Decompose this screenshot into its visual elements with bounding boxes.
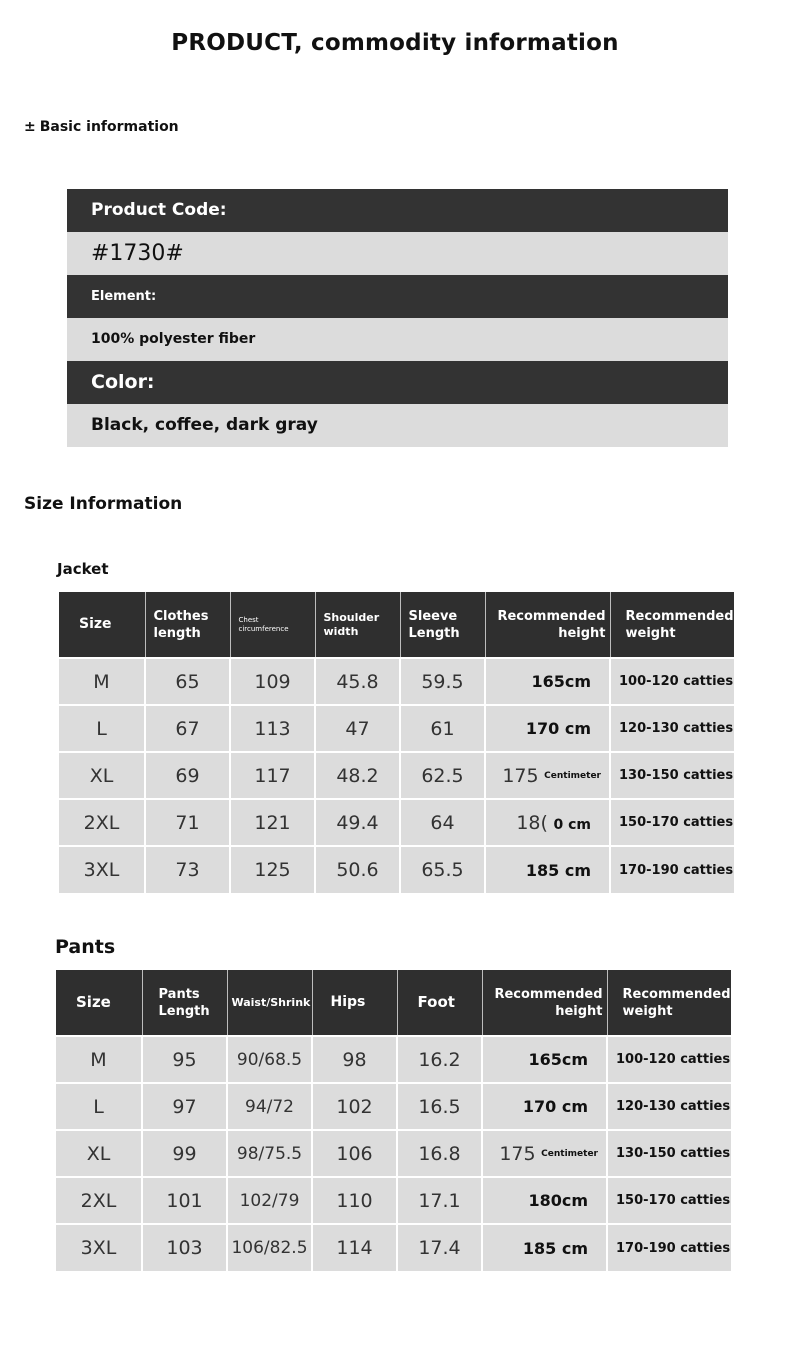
jacket-header-shoulder: Shoulder width: [315, 592, 400, 658]
size-cell: 2XL: [56, 1177, 142, 1224]
length-cell: 67: [145, 705, 230, 752]
length-cell: 99: [142, 1130, 227, 1177]
weight-cell: 170-190 catties: [607, 1224, 731, 1271]
height-cell: 170 cm: [485, 705, 610, 752]
length-cell: 103: [142, 1224, 227, 1271]
length-cell: 101: [142, 1177, 227, 1224]
table-row: [56, 1224, 731, 1271]
table-row: [59, 658, 734, 705]
pants-header-row: [56, 970, 731, 1036]
height-cell: 185 cm: [485, 846, 610, 893]
table-row: [59, 752, 734, 799]
color-value: Black, coffee, dark gray: [67, 404, 728, 447]
foot-cell: 17.1: [397, 1177, 482, 1224]
size-cell: XL: [59, 752, 145, 799]
pants-heading: Pants: [55, 936, 116, 958]
weight-cell: 170-190 catties: [610, 846, 734, 893]
jacket-header-length: Clothes length: [145, 592, 230, 658]
pants-header-length: Pants Length: [142, 970, 227, 1036]
sleeve-cell: 64: [400, 799, 485, 846]
size-cell: 3XL: [59, 846, 145, 893]
size-info-heading: Size Information: [24, 494, 183, 514]
chest-cell: 117: [230, 752, 315, 799]
jacket-heading: Jacket: [57, 560, 109, 578]
weight-cell: 120-130 catties: [607, 1083, 731, 1130]
element-value: 100% polyester fiber: [67, 318, 728, 361]
foot-cell: 16.2: [397, 1036, 482, 1083]
waist-cell: 94/72: [227, 1083, 312, 1130]
foot-cell: 16.5: [397, 1083, 482, 1130]
height-unit: Centimeter: [544, 770, 601, 781]
size-cell: XL: [56, 1130, 142, 1177]
weight-cell: 120-130 catties: [610, 705, 734, 752]
foot-cell: 17.4: [397, 1224, 482, 1271]
pants-header-foot: Foot: [397, 970, 482, 1036]
hips-cell: 114: [312, 1224, 397, 1271]
weight-cell: 150-170 catties: [610, 799, 734, 846]
element-label: Element:: [67, 275, 728, 318]
page-title: PRODUCT, commodity information: [171, 30, 619, 56]
sleeve-cell: 65.5: [400, 846, 485, 893]
height-cell: 170 cm: [482, 1083, 607, 1130]
height-number: 175: [499, 1142, 536, 1165]
jacket-size-table: [59, 592, 734, 893]
length-cell: 71: [145, 799, 230, 846]
height-unit: Centimeter: [541, 1148, 598, 1159]
weight-cell: 150-170 catties: [607, 1177, 731, 1224]
shoulder-cell: 45.8: [315, 658, 400, 705]
table-row: [59, 705, 734, 752]
product-code-label: Product Code:: [67, 189, 728, 232]
height-unit: 0 cm: [553, 816, 591, 833]
size-cell: M: [59, 658, 145, 705]
sleeve-cell: 59.5: [400, 658, 485, 705]
waist-cell: 90/68.5: [227, 1036, 312, 1083]
pants-header-weight: Recommended weight: [607, 970, 731, 1036]
length-cell: 95: [142, 1036, 227, 1083]
chest-cell: 109: [230, 658, 315, 705]
size-cell: L: [56, 1083, 142, 1130]
size-cell: 2XL: [59, 799, 145, 846]
size-cell: 3XL: [56, 1224, 142, 1271]
height-cell: [485, 799, 610, 846]
pants-header-height: Recommended height: [482, 970, 607, 1036]
length-cell: 69: [145, 752, 230, 799]
weight-cell: 130-150 catties: [610, 752, 734, 799]
height-cell: [485, 752, 610, 799]
height-cell: [482, 1130, 607, 1177]
waist-cell: 98/75.5: [227, 1130, 312, 1177]
weight-cell: 100-120 catties: [610, 658, 734, 705]
jacket-header-size: Size: [59, 592, 145, 658]
hips-cell: 110: [312, 1177, 397, 1224]
table-row: [56, 1177, 731, 1224]
shoulder-cell: 50.6: [315, 846, 400, 893]
pants-header-size: Size: [56, 970, 142, 1036]
shoulder-cell: 47: [315, 705, 400, 752]
height-cell: 180cm: [482, 1177, 607, 1224]
jacket-header-row: [59, 592, 734, 658]
height-cell: 165cm: [485, 658, 610, 705]
pants-header-hips: Hips: [312, 970, 397, 1036]
shoulder-cell: 49.4: [315, 799, 400, 846]
basic-info-heading: [24, 119, 179, 135]
table-row: [59, 846, 734, 893]
height-number: 175: [502, 764, 539, 787]
table-row: [56, 1083, 731, 1130]
chest-cell: 113: [230, 705, 315, 752]
jacket-header-height: Recommended height: [485, 592, 610, 658]
chest-cell: 125: [230, 846, 315, 893]
chest-cell: 121: [230, 799, 315, 846]
length-cell: 73: [145, 846, 230, 893]
weight-cell: 130-150 catties: [607, 1130, 731, 1177]
jacket-header-sleeve: Sleeve Length: [400, 592, 485, 658]
weight-cell: 100-120 catties: [607, 1036, 731, 1083]
shoulder-cell: 48.2: [315, 752, 400, 799]
hips-cell: 98: [312, 1036, 397, 1083]
length-cell: 65: [145, 658, 230, 705]
table-row: [59, 799, 734, 846]
table-row: [56, 1130, 731, 1177]
size-cell: M: [56, 1036, 142, 1083]
height-number: 18(: [516, 811, 548, 834]
product-code-value: #1730#: [67, 232, 728, 275]
pants-header-waist: Waist/Shrink: [227, 970, 312, 1036]
sleeve-cell: 61: [400, 705, 485, 752]
hips-cell: 106: [312, 1130, 397, 1177]
height-cell: 165cm: [482, 1036, 607, 1083]
waist-cell: 102/79: [227, 1177, 312, 1224]
waist-cell: 106/82.5: [227, 1224, 312, 1271]
hips-cell: 102: [312, 1083, 397, 1130]
height-cell: 185 cm: [482, 1224, 607, 1271]
sleeve-cell: 62.5: [400, 752, 485, 799]
basic-info-heading-text: Basic information: [39, 119, 179, 135]
table-row: [56, 1036, 731, 1083]
plus-minus-icon: ±: [24, 119, 36, 135]
foot-cell: 16.8: [397, 1130, 482, 1177]
pants-size-table: [56, 970, 731, 1271]
basic-info-panel: [67, 189, 728, 447]
length-cell: 97: [142, 1083, 227, 1130]
jacket-header-weight: Recommended weight: [610, 592, 734, 658]
color-label: Color:: [67, 361, 728, 404]
jacket-header-chest: Chest circumference: [230, 592, 315, 658]
size-cell: L: [59, 705, 145, 752]
